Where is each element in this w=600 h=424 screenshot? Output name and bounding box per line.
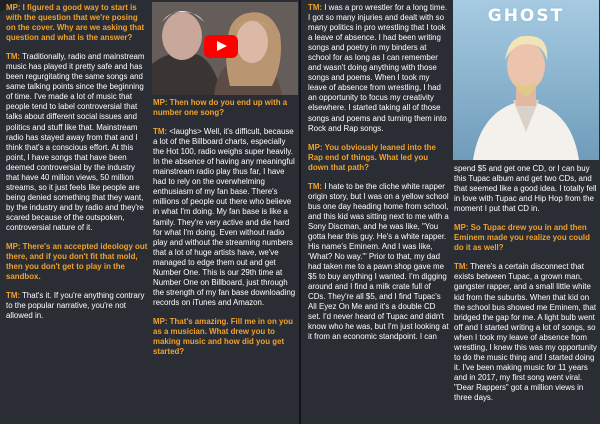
answer-paragraph bbox=[6, 52, 149, 233]
right-column-2 bbox=[454, 164, 597, 412]
speaker-label: TM: bbox=[6, 291, 21, 301]
answer-text: spend $5 and get one CD, or I can buy this Tupac album and get two CDs, and that seemed like a good idea. I totally fell in love with Tupac and Hip Hop from the moment I put that CD in. bbox=[454, 164, 597, 214]
play-icon bbox=[217, 41, 227, 51]
question-text: Then how do you end up with a number one song? bbox=[153, 98, 288, 118]
answer-paragraph bbox=[308, 182, 449, 343]
speaker-label: TM: bbox=[153, 127, 168, 137]
speaker-label: MP: bbox=[454, 223, 469, 233]
question-paragraph bbox=[308, 143, 449, 173]
speaker-label: TM: bbox=[454, 262, 469, 272]
video-thumbnail[interactable] bbox=[152, 2, 298, 95]
speaker-label: TM: bbox=[6, 52, 21, 62]
photo-title: GHOST bbox=[487, 6, 565, 26]
answer-paragraph bbox=[308, 3, 449, 134]
question-text: There's an accepted ideology out there, and if you don't fit that mold, then you don't get to play in the sandbox. bbox=[6, 242, 148, 282]
answer-text: There's a certain disconnect that exists between Tupac, a grown man, gangster rapper, and a small little white kid from the suburbs. When that kid on the school bus showed me Eminem, that bridged the gap for me. A light bulb went off and I started writing a lot of songs, so when I took my leave of absence from wrestling, I knew this was my opportunity to do the music thing and I started doing it. I've been making music for 11 years and in 2017, my first song went viral. "Dear Rappers" got a million views in three days. bbox=[454, 262, 597, 402]
question-paragraph bbox=[153, 98, 296, 118]
right-column-1 bbox=[308, 3, 449, 352]
left-page bbox=[0, 0, 299, 424]
answer-paragraph bbox=[153, 127, 296, 308]
question-text: So Tupac drew you in and then Eminem made you realize you could do it as well? bbox=[454, 223, 590, 253]
youtube-play-button[interactable] bbox=[204, 35, 238, 58]
question-paragraph bbox=[6, 242, 149, 282]
answer-text: Traditionally, radio and mainstream music has played it pretty safe and has been regurgitating the same songs and same talking points since the beginning of time. I've made a lot of music that people tend to label controversial that talks about different social issues and politics and stuff like that. Mainstream radio has stayed away from that and I think that's a conscious effort. At this point, I have songs that have been deemed controversial by the industry that have 40 million views, 50 million streams, so it just feels like people are being denied something that they want, by the industry and by radio and they're scared because of the outspoken, controversial nature of it. bbox=[6, 52, 145, 232]
speaker-label: TM: bbox=[308, 3, 323, 12]
answer-text: I was a pro wrestler for a long time. I got so many injuries and dealt with so many politics in pro wrestling that I took a leave of absence. I had been writing songs and poetry in my binders at school for as long as I can remember and wasn't doing anything with those songs and poems. When I took my leave of absence from wrestling, I had an opportunity to focus my creativity elsewhere. I started taking all of those songs and poems and turning them into Rock and Rap songs. bbox=[308, 3, 448, 133]
right-page bbox=[301, 0, 600, 424]
answer-text: <laughs> Well, it's difficult, because a lot of the Billboard charts, especially the Hot 100, radio weighs super heavily. In the absence of having any meaningful mainstream radio play thus far, I have had to rely on the overwhelming enthusiasm of my fan base. There's millions of people out there who believe in what I'm doing. My fan base is like a family. They're very active and die hard for what I'm doing. Even without radio play and without the streaming numbers that a lot of huge artists have, we've managed to edge them out and get Number One. This is our 29th time at Number One on Billboard, just through the strength of my fan base downloading records on iTunes and Amazon. bbox=[153, 127, 296, 307]
speaker-label: MP: bbox=[308, 142, 323, 152]
question-text: That's amazing. Fill me in on you as a musician. What drew you to making music and how did you get started? bbox=[153, 316, 293, 357]
speaker-label: MP: bbox=[153, 316, 168, 326]
speaker-label: MP: bbox=[6, 3, 21, 12]
question-paragraph bbox=[6, 3, 149, 43]
answer-text: That's it. If you're anything contrary to the popular narrative, you're not allowed in. bbox=[6, 291, 145, 321]
question-paragraph bbox=[153, 317, 296, 357]
question-paragraph bbox=[454, 223, 597, 253]
speaker-label: MP: bbox=[6, 242, 21, 252]
speaker-label: TM: bbox=[308, 181, 323, 191]
answer-paragraph bbox=[6, 291, 149, 321]
question-text: I figured a good way to start is with the question that we're posing on the cover. Why are we asking that question and what is the answer? bbox=[6, 3, 145, 43]
answer-paragraph bbox=[454, 164, 597, 214]
speaker-label: MP: bbox=[153, 98, 168, 107]
left-column-2 bbox=[153, 98, 296, 366]
answer-paragraph bbox=[454, 262, 597, 403]
left-column-1 bbox=[6, 3, 149, 330]
question-text: You obviously leaned into the Rap end of things. What led you down that path? bbox=[308, 142, 436, 172]
artist-photo bbox=[453, 0, 599, 160]
answer-text: I hate to be the cliche white rapper origin story, but I was on a yellow school bus one day heading home from school, and this kid was sitting next to me with a Sony Discman, and he was like, "You gotta hear this guy. He's a white rapper. His name's Eminem. And I was like, 'What? No way.'" Prior to that, my dad had taken me to a pawn shop gave me $5 to buy anything I wanted. I'm digging around and I find a milk crate full of CDs. They're all $5, and I find Tupac's All Eyez On Me and it's a double CD set. I'd never heard of Tupac and didn't know who he was, but I'm just looking at it from an economic standpoint. I can bbox=[308, 181, 449, 342]
